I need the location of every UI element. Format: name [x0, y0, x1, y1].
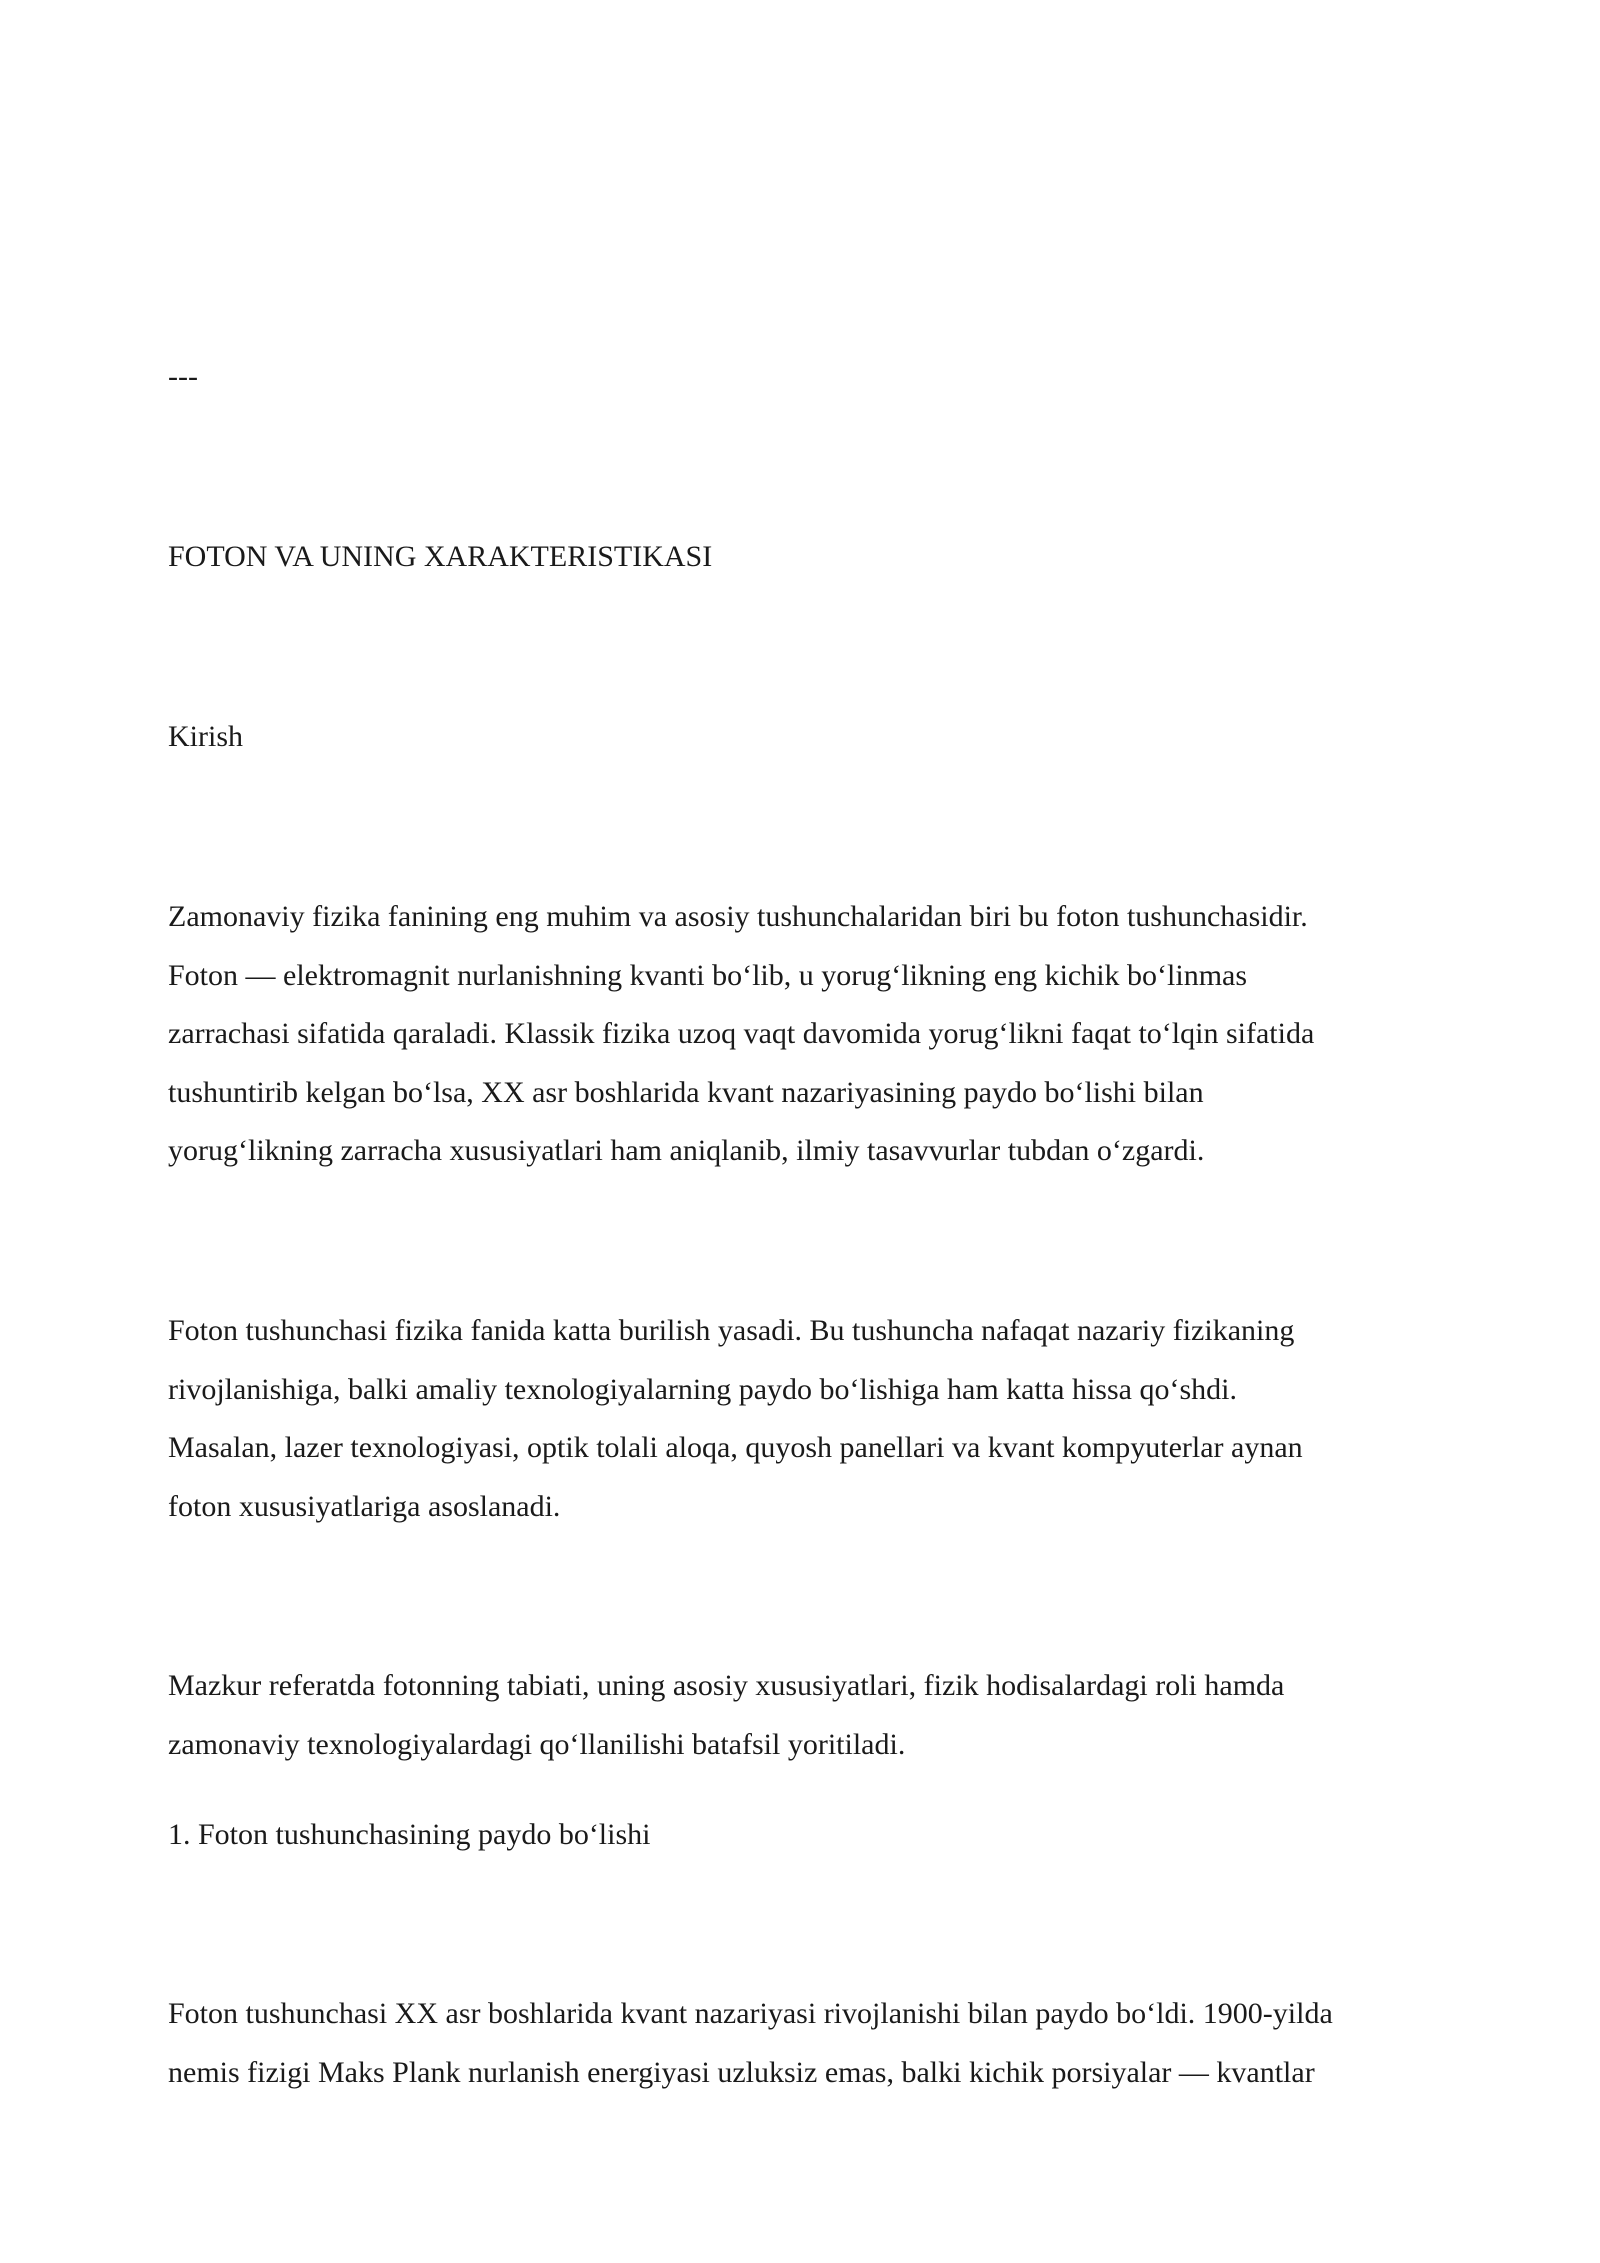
- text-line: Foton — elektromagnit nurlanishning kvanti bo‘lib, u yorug‘likning eng kichik bo‘linmas: [168, 958, 1248, 992]
- text-line: Foton tushunchasi fizika fanida katta burilish yasadi. Bu tushuncha nafaqat nazariy fizikaning: [168, 1314, 1295, 1347]
- text-line: yorug‘likning zarracha xususiyatlari ham aniqlanib, ilmiy tasavvurlar tubdan o‘zgardi.: [168, 1134, 1205, 1167]
- text-line: Foton tushunchasi XX asr boshlarida kvant nazariyasi rivojlanishi bilan paydo bo‘ldi. 1900-yilda: [168, 1997, 1333, 2030]
- text-line: foton xususiyatlariga asoslanadi.: [168, 1489, 561, 1523]
- text-line: zarrachasi sifatida qaraladi. Klassik fizika uzoq vaqt davomida yorug‘likni faqat to‘lqin sifatida: [168, 1017, 1315, 1050]
- intro-heading: [168, 708, 1458, 767]
- text-line: tushuntirib kelgan bo‘lsa, XX asr boshlarida kvant nazariyasining paydo bo‘lishi bilan: [168, 1075, 1204, 1109]
- document-title-text: FOTON VA UNING XARAKTERISTIKASI: [168, 540, 713, 573]
- separator-text: ---: [168, 360, 198, 393]
- paragraph-intro-2: [168, 1302, 1458, 1536]
- text-line: rivojlanishiga, balki amaliy texnologiyalarning paydo bo‘lishiga ham katta hissa qo‘shdi.: [168, 1372, 1237, 1406]
- text-line: Mazkur referatda fotonning tabiati, uning asosiy xususiyatlari, fizik hodisalardagi roli hamda: [168, 1669, 1285, 1702]
- paragraph-intro-3: [168, 1657, 1458, 1774]
- text-line: Zamonaviy fizika fanining eng muhim va asosiy tushunchalaridan biri bu foton tushunchasidir.: [168, 900, 1308, 933]
- document-title: [168, 528, 1458, 587]
- text-line: zamonaviy texnologiyalardagi qo‘llanilishi batafsil yoritiladi.: [168, 1727, 906, 1761]
- section-1-heading-text: 1. Foton tushunchasining paydo bo‘lishi: [168, 1818, 651, 1851]
- section-1-heading: [168, 1806, 1458, 1865]
- text-line: nemis fizigi Maks Plank nurlanish energiyasi uzluksiz emas, balki kichik porsiyalar — kvantlar: [168, 2055, 1315, 2089]
- intro-heading-text: Kirish: [168, 720, 243, 753]
- text-line: Masalan, lazer texnologiyasi, optik tolali aloqa, quyosh panellari va kvant kompyuterlar aynan: [168, 1431, 1303, 1464]
- paragraph-intro-1: [168, 888, 1458, 1181]
- paragraph-section-1: [168, 1985, 1458, 2102]
- separator-line: [168, 348, 1458, 407]
